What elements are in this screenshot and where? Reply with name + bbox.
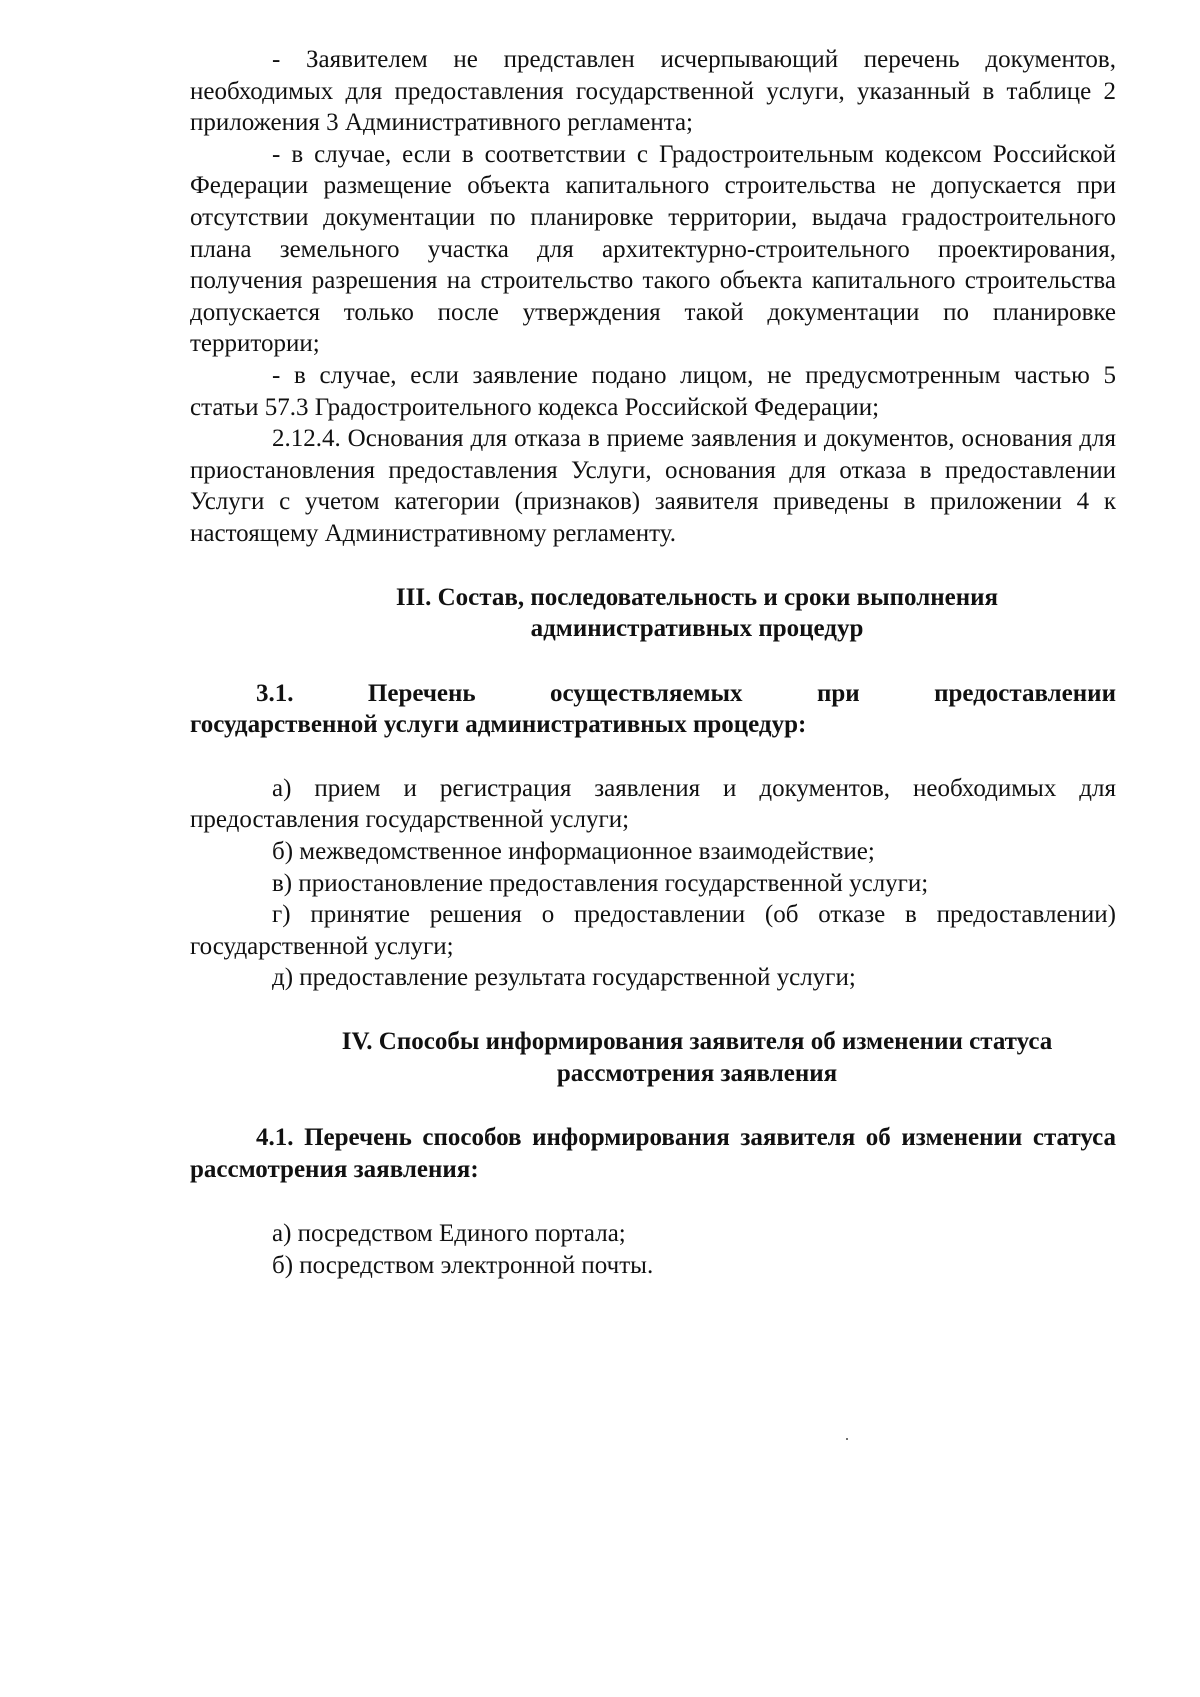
- spacer: [190, 994, 1116, 1026]
- list-item: д) предоставление результата государственной услуги;: [272, 964, 856, 992]
- spacer: [190, 550, 1116, 582]
- paragraph-refusal-grounds: 2.12.4. Основания для отказа в приеме заявления и документов, основания для приостановления предоставления Услуги, основания для отказа в предоставлении Услуги с учетом категории (признаков) заявителя приведены в приложении 4 к настоящему Административному регламенту.: [190, 425, 1116, 547]
- list-item: в) приостановление предоставления государственной услуги;: [272, 869, 929, 897]
- section-4-title-line-2: рассмотрения заявления: [556, 1059, 838, 1087]
- list-item: г) принятие решения о предоставлении (об отказе в предоставлении) государственной услуги;: [190, 901, 1116, 960]
- list-item: а) прием и регистрация заявления и документов, необходимых для предоставления государственной услуги;: [190, 774, 1116, 834]
- section-3-title-line-2: административных процедур: [530, 615, 864, 643]
- spacer: [190, 645, 1116, 678]
- paragraph-planning-documentation: - в случае, если в соответствии с Градостроительным кодексом Российской Федерации размещение объекта капитального строительства не допускается при отсутствии документации по планировке территории, выдача градостроительного плана земельного участка для архитектурно-строительного проектирования, получения разрешения на строительство такого объекта капитального строительства допускается только после утверждения такой документации по планировке территории;: [190, 140, 1116, 358]
- paragraph-incomplete-documents: - Заявителем не представлен исчерпывающий перечень документов, необходимых для предоставления государственной услуги, указанный в таблице 2 приложения 3 Административного регламента;: [190, 46, 1116, 137]
- section-3-heading: [190, 582, 1116, 645]
- procedures-list: [190, 773, 1116, 994]
- section-3-1-subheading: 3.1. Перечень осуществляемых при предоставлении государственной услуги административных процедур:: [190, 679, 1123, 739]
- spacer: [190, 741, 1116, 773]
- scan-speck: [846, 1438, 848, 1440]
- section-4-heading: [190, 1026, 1116, 1089]
- document-body: [190, 44, 1123, 1282]
- paragraph-unauthorized-applicant: - в случае, если заявление подано лицом, не предусмотренным частью 5 статьи 57.3 Градостроительного кодекса Российской Федерации;: [190, 361, 1116, 421]
- list-item: б) посредством электронной почты.: [272, 1252, 654, 1279]
- section-4-title-line-1: IV. Способы информирования заявителя об изменении статуса: [341, 1028, 1053, 1056]
- notification-methods-list: [190, 1218, 1116, 1281]
- spacer: [190, 1089, 1116, 1122]
- list-item: б) межведомственное информационное взаимодействие;: [272, 838, 875, 866]
- section-4-1-subheading: 4.1. Перечень способов информирования заявителя об изменении статуса рассмотрения заявления:: [190, 1124, 1116, 1183]
- list-item: а) посредством Единого портала;: [272, 1220, 626, 1248]
- section-3-title-line-1: III. Состав, последовательность и сроки выполнения: [395, 583, 999, 611]
- spacer: [190, 1185, 1116, 1218]
